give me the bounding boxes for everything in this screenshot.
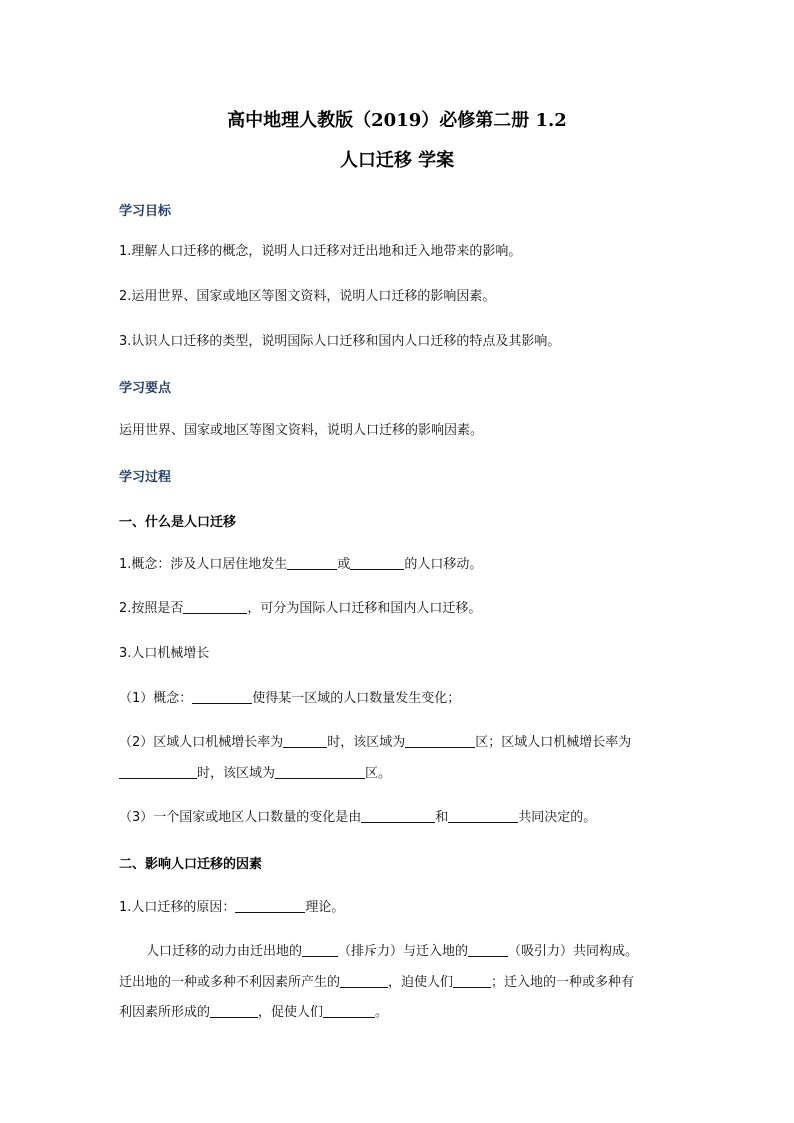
fill-blank[interactable] [448, 808, 518, 823]
fill-blank[interactable] [302, 942, 338, 957]
fill-blank[interactable] [453, 973, 491, 988]
question-text: 利因素所形成的 [119, 1005, 211, 1020]
fill-blank[interactable] [283, 733, 327, 748]
fill-blank[interactable] [323, 1003, 375, 1018]
question-text: 。 [375, 1005, 389, 1020]
heading-key-points: 学习要点 [119, 381, 172, 396]
question-text: 时，该区域为 [327, 735, 406, 750]
question-text: （1）概念： [119, 691, 193, 706]
heading-goals: 学习目标 [119, 204, 172, 219]
goal-item: 1.理解人口迁移的概念，说明人口迁移对迁出地和迁入地带来的影响。 [119, 244, 522, 259]
fill-blank[interactable] [468, 942, 508, 957]
question-text: 或 [337, 557, 351, 572]
question-1-3b-line2 [119, 764, 694, 784]
question-text: 理论。 [305, 900, 345, 915]
question-text: 和 [435, 810, 449, 825]
question-text: 1.人口迁移的原因： [119, 900, 236, 915]
paragraph-line-1 [146, 942, 694, 962]
heading-process: 学习过程 [119, 470, 172, 485]
part1-heading: 一、什么是人口迁移 [119, 515, 237, 530]
fill-blank[interactable] [275, 764, 365, 779]
fill-blank[interactable] [350, 555, 404, 570]
paragraph-line-3 [119, 1003, 694, 1023]
key-point-text: 运用世界、国家或地区等图文资料，说明人口迁移的影响因素。 [119, 423, 484, 438]
question-text: （吸引力）共同构成。 [508, 944, 639, 959]
question-2-1 [119, 898, 694, 918]
question-1-3c [119, 808, 694, 828]
question-text: 迁出地的一种或多种不利因素所产生的 [119, 975, 341, 990]
question-text: 区；区域人口机械增长率为 [475, 735, 632, 750]
goal-item: 2.运用世界、国家或地区等图文资料，说明人口迁移的影响因素。 [119, 289, 496, 304]
question-text: （2）区域人口机械增长率为 [119, 735, 284, 750]
fill-blank[interactable] [405, 733, 475, 748]
fill-blank[interactable] [235, 898, 305, 913]
question-text: ，迫使人们 [388, 975, 454, 990]
question-text: 的人口移动。 [404, 557, 483, 572]
question-text: 人口迁移的动力由迁出地的 [146, 944, 303, 959]
goal-item: 3.认识人口迁移的类型，说明国际人口迁移和国内人口迁移的特点及其影响。 [119, 334, 561, 349]
question-text: ；迁入地的一种或多种有 [491, 975, 635, 990]
question-text: 时，该区域为 [197, 766, 276, 781]
question-text: 1.概念：涉及人口居住地发生 [119, 557, 288, 572]
question-text: 2.按照是否 [119, 601, 184, 616]
fill-blank[interactable] [210, 1003, 258, 1018]
fill-blank[interactable] [119, 764, 197, 779]
question-text: ，促使人们 [258, 1005, 324, 1020]
document-subtitle: 人口迁移 学案 [339, 150, 455, 171]
question-text: 区。 [365, 766, 392, 781]
question-1-3a [119, 689, 694, 709]
question-1-3b-line1 [119, 733, 694, 753]
fill-blank[interactable] [287, 555, 337, 570]
question-text: （3）一个国家或地区人口数量的变化是由 [119, 810, 362, 825]
paragraph-line-2 [119, 973, 694, 993]
document-title: 高中地理人教版（2019）必修第二册 1.2 [227, 110, 567, 131]
fill-blank[interactable] [192, 689, 252, 704]
question-text: （排斥力）与迁入地的 [338, 944, 469, 959]
question-1-2 [119, 599, 694, 619]
question-1-1 [119, 555, 694, 575]
question-text: 共同决定的。 [518, 810, 597, 825]
question-text: ，可分为国际人口迁移和国内人口迁移。 [247, 601, 482, 616]
fill-blank[interactable] [340, 973, 388, 988]
question-text: 使得某一区域的人口数量发生变化； [252, 691, 461, 706]
fill-blank[interactable] [361, 808, 435, 823]
fill-blank[interactable] [183, 599, 247, 614]
part2-heading: 二、影响人口迁移的因素 [119, 857, 263, 872]
question-1-3: 3.人口机械增长 [119, 646, 210, 661]
